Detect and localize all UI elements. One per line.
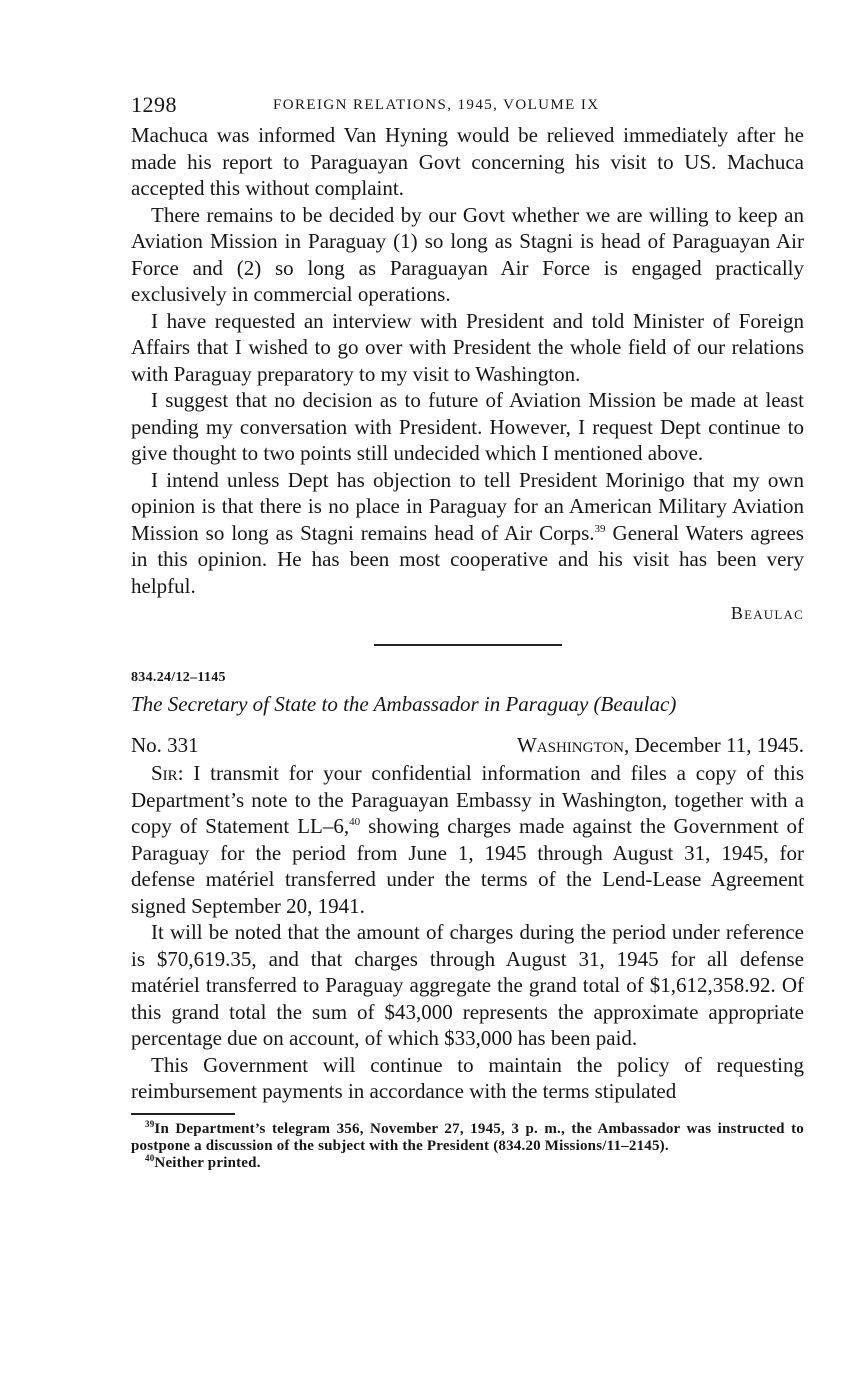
signature: Beaulac [730, 603, 804, 623]
document-title [131, 692, 804, 717]
page-number: 1298 [131, 92, 177, 117]
document-title-text: The Secretary of State to the Ambassador in Paraguay ( [131, 692, 601, 716]
letter-paragraph [131, 760, 804, 919]
section-divider [374, 644, 562, 646]
footnote-number: 39 [145, 1118, 155, 1129]
paragraph: I suggest that no decision as to future of Aviation Mission be made at least pending my conversation with President. However, I request Dept continue to give thought to two points still undecided which I mentioned above. [131, 388, 804, 465]
footnote [131, 1152, 804, 1172]
place-date [517, 733, 804, 758]
letter-paragraph: It will be noted that the amount of charges during the period under reference is $70,619.35, and that charges through August 31, 1945 for all defense matériel transferred to Paraguay aggregate the grand total of $1,612,358.92. Of this grand total the sum of $43,000 represents the approximate appropriate percentage due on account, of which $33,000 has been paid. [131, 920, 804, 1050]
paragraph-text: showing charges made against the Government of Paraguay for the period from June 1, 1945 through August 31, 1945, for defense matériel transferred under the terms of the Lend-Lease Agreement signed September 20, 1941. [131, 814, 804, 918]
footnote-text: In Department’s telegram 356, November 27, 1945, 3 p. m., the Ambassador was instructed to postpone a discussion of the subject with the President (834.20 Missions/11–2145). [131, 1120, 804, 1154]
footnote-reference[interactable]: 39 [594, 522, 606, 535]
dateline [131, 733, 804, 758]
date: , December 11, 1945. [624, 733, 804, 757]
document-page [131, 92, 804, 1172]
running-title: FOREIGN RELATIONS, 1945, VOLUME IX [273, 97, 600, 113]
footnote-divider [131, 1113, 235, 1115]
paragraph: Machuca was informed Van Hyning would be relieved immediately after he made his report to Paraguayan Govt concerning his visit to US. Machuca accepted this without complaint. [131, 123, 804, 200]
file-number: 834.24/12–1145 [131, 670, 226, 685]
letter-paragraph: This Government will continue to maintain the policy of requesting reimbursement payments in accordance with the terms stipulated [131, 1052, 804, 1103]
document-number: No. 331 [131, 733, 199, 757]
paragraph: There remains to be decided by our Govt whether we are willing to keep an Aviation Mission in Paraguay (1) so long as Stagni is head of Paraguayan Air Force and (2) so long as Paraguayan Air Force is engaged practically exclusively in commercial operations. [131, 202, 804, 306]
paragraph: I have requested an interview with President and told Minister of Foreign Affairs that I wished to go over with President the whole field of our relations with Paraguay preparatory to my visit to Washington. [131, 308, 804, 386]
paragraph-text: I intend unless Dept has objection to tell President Morinigo that my own opinion is that there is no place in Paraguay for an American Military Aviation Mission so long as Stagni remains head of Air Corps. [131, 467, 804, 545]
paragraph-text: : I transmit for your confidential information and files a copy of this Department’s note to the Paraguayan Embassy in Washington, together with a copy of Statement LL–6, [131, 761, 804, 838]
footnote-reference[interactable]: 40 [349, 816, 361, 828]
salutation: Sir [151, 761, 178, 785]
footnote-number: 40 [145, 1152, 155, 1163]
document-title-name: Beaulac [600, 692, 670, 716]
running-head [131, 92, 804, 122]
document-title-text: ) [669, 692, 677, 716]
footnote [131, 1118, 804, 1155]
place: Washington [516, 733, 624, 757]
paragraph-text: General Waters agrees in this opinion. He has been most cooperative and his visit has been very helpful. [131, 520, 804, 598]
footnote-text: Neither printed. [154, 1154, 261, 1171]
paragraph [131, 467, 804, 600]
